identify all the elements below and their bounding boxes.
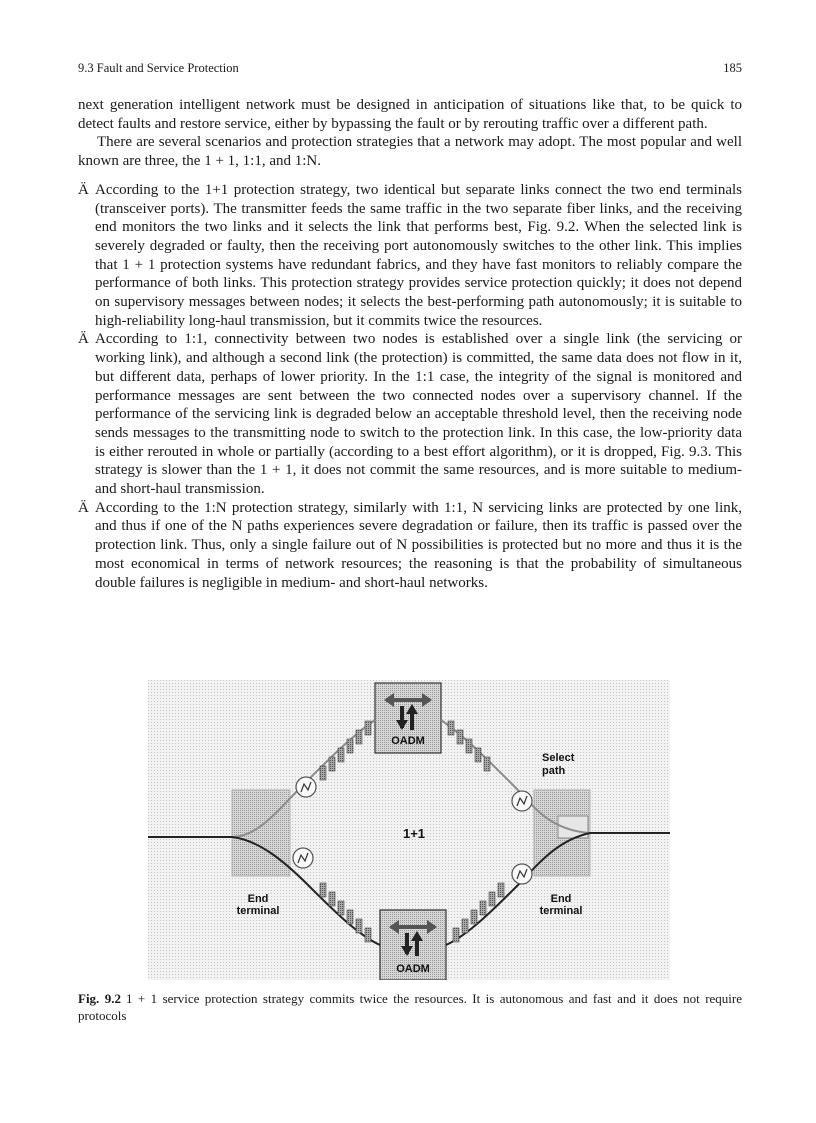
page-number: 185: [723, 61, 742, 75]
list-item: [78, 330, 742, 498]
list-item-text: According to 1:1, connectivity between two nodes is established over a single link (the servicing or working link), and although a second link (the protection) is committed, the same data does not flow in it, but different data, perhaps of lower priority. In the 1:1 case, the integrity of the signal is monitored and performance messages are sent between the two connected nodes over a supervisory channel. If the performance of the servicing link is degraded below an acceptable threshold level, then the receiving node sends messages to the transmitting node to switch to the protection link. In this case, the low-priority data is either rerouted in whole or partially (according to a best effort algorithm), or it is dropped, Fig. 9.3. This strategy is slower than the 1 + 1, it does not commit the same resources, and is more suitable to medium- and short-haul transmission.: [95, 331, 742, 498]
amplifier-icon: [293, 848, 313, 868]
oadm-top-label: OADM: [391, 735, 425, 747]
list-item-text: According to the 1+1 protection strategy, two identical but separate links connect the two end terminals (transceiver ports). The transmitter feeds the same traffic in the two separate fiber links, and the receiving end monitors the two links and it selects the link that performs best, Fig. 9.2. When the selected link is severely degraded or faulty, then the receiving port autonomously switches to the other link. This implies that 1 + 1 protection systems have redundant fabrics, and they have fast monitors to reliably compare the performance of both links. This protection strategy provides service protection quickly; it does not depend on supervisory messages between nodes; it selects the best-performing path autonomously; it is suitable to high-reliability long-haul transmission, but it commits twice the resources.: [95, 181, 742, 329]
end-terminal-left: [232, 790, 290, 876]
amplifier-icon: [512, 791, 532, 811]
running-header: [78, 61, 742, 79]
select-path-label: Select: [542, 752, 575, 764]
select-path-label: path: [542, 765, 566, 777]
protection-diagram: [148, 680, 670, 980]
caption-text: 1 + 1 service protection strategy commits twice the resources. It is autonomous and fast and it does not require protocols: [78, 991, 743, 1023]
bullet-marker: Ä: [78, 181, 89, 198]
end-terminal-left-label: End: [247, 893, 269, 905]
end-terminal-left-label: terminal: [236, 905, 280, 917]
amplifier-icon: [512, 864, 532, 884]
body-text: [78, 96, 742, 592]
oadm-bottom-label: OADM: [396, 963, 430, 975]
bullet-marker: Ä: [78, 331, 89, 348]
list-item: [78, 181, 742, 331]
paragraph: next generation intelligent network must be designed in anticipation of situations like that, to be quick to detect faults and restore service, either by bypassing the fault or by rerouting traffic over a different path.: [78, 97, 742, 132]
bullet-marker: Ä: [78, 499, 89, 516]
caption-label: Fig. 9.2: [78, 991, 121, 1006]
end-terminal-right-label: terminal: [539, 905, 583, 917]
figure-caption: [78, 990, 742, 1024]
section-title: 9.3 Fault and Service Protection: [78, 61, 239, 75]
list-item: [78, 499, 742, 593]
bullet-list: [78, 181, 742, 592]
end-terminal-right-label: End: [550, 893, 572, 905]
amplifier-icon: [296, 777, 316, 797]
paragraph: There are several scenarios and protection strategies that a network may adopt. The most popular and well known are three, the 1 + 1, 1:1, and 1:N.: [78, 134, 742, 170]
figure-9-2: [148, 680, 670, 980]
list-item-text: According to the 1:N protection strategy, similarly with 1:1, N servicing links are protected by one link, and thus if one of the N paths experiences severe degradation or failure, then its traffic is passed over the protection link. Thus, only a single failure out of N possibilities is protected but no more and thus it is the most economical in terms of network resources; the reasoning is that the probability of simultaneous double failures is negligible in medium- and short-haul networks.: [95, 499, 742, 591]
center-label: 1+1: [402, 826, 426, 841]
